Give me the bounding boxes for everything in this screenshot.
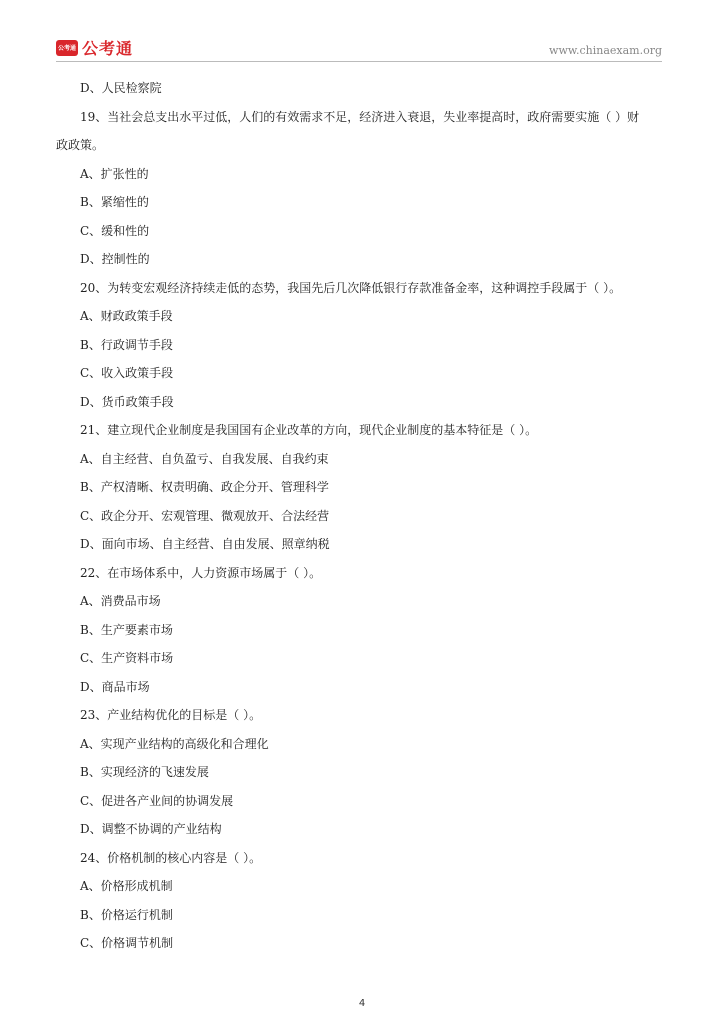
logo-text: 公考通 [82, 39, 134, 58]
answer-option: D、面向市场、自主经营、自由发展、照章纳税 [80, 537, 330, 551]
answer-option: C、收入政策手段 [80, 366, 174, 380]
answer-option: C、促进各产业间的协调发展 [80, 793, 234, 808]
answer-option: D、人民检察院 [80, 81, 162, 95]
question-text: 20、为转变宏观经济持续走低的态势，我国先后几次降低银行存款准备金率，这种调控手段属于（ ）。 [80, 280, 622, 295]
question-text: 23、产业结构优化的目标是（ ）。 [80, 708, 262, 722]
answer-option: D、货币政策手段 [80, 394, 174, 409]
answer-option: C、缓和性的 [80, 223, 150, 238]
page-number: 4 [358, 998, 366, 1009]
answer-option: A、价格形成机制 [80, 879, 173, 893]
answer-option: D、商品市场 [80, 679, 150, 694]
logo [56, 36, 133, 59]
answer-option: B、价格运行机制 [80, 907, 173, 922]
answer-option: A、财政政策手段 [80, 309, 173, 323]
question-text: 19、当社会总支出水平过低，人们的有效需求不足，经济进入衰退，失业率提高时，政府需要实施（ ）财 [80, 109, 640, 124]
question-text: 21、建立现代企业制度是我国国有企业改革的方向，现代企业制度的基本特征是（ ）。 [80, 423, 538, 437]
page-header [56, 34, 662, 60]
answer-option: C、价格调节机制 [80, 936, 174, 950]
question-text: 政政策。 [56, 138, 105, 152]
answer-option: A、实现产业结构的高级化和合理化 [80, 736, 269, 751]
answer-option: C、生产资料市场 [80, 651, 174, 665]
answer-option: D、调整不协调的产业结构 [80, 822, 222, 836]
header-divider [56, 61, 662, 62]
answer-option: A、消费品市场 [80, 594, 161, 608]
answer-option: B、实现经济的飞速发展 [80, 765, 209, 779]
answer-option: B、行政调节手段 [80, 337, 173, 352]
document-body [56, 74, 670, 958]
site-url: www.chinaexam.org [549, 44, 662, 57]
logo-badge: 公考通 [56, 40, 78, 56]
answer-option: B、生产要素市场 [80, 622, 173, 637]
question-text: 24、价格机制的核心内容是（ ）。 [80, 850, 262, 865]
question-text: 22、在市场体系中，人力资源市场属于（ ）。 [80, 565, 322, 580]
answer-option: D、控制性的 [80, 252, 150, 266]
answer-option: A、自主经营、自负盈亏、自我发展、自我约束 [80, 451, 329, 466]
answer-option: B、紧缩性的 [80, 195, 149, 209]
answer-option: B、产权清晰、权责明确、政企分开、管理科学 [80, 480, 329, 494]
answer-option: A、扩张性的 [80, 166, 149, 181]
answer-option: C、政企分开、宏观管理、微观放开、合法经营 [80, 508, 330, 523]
